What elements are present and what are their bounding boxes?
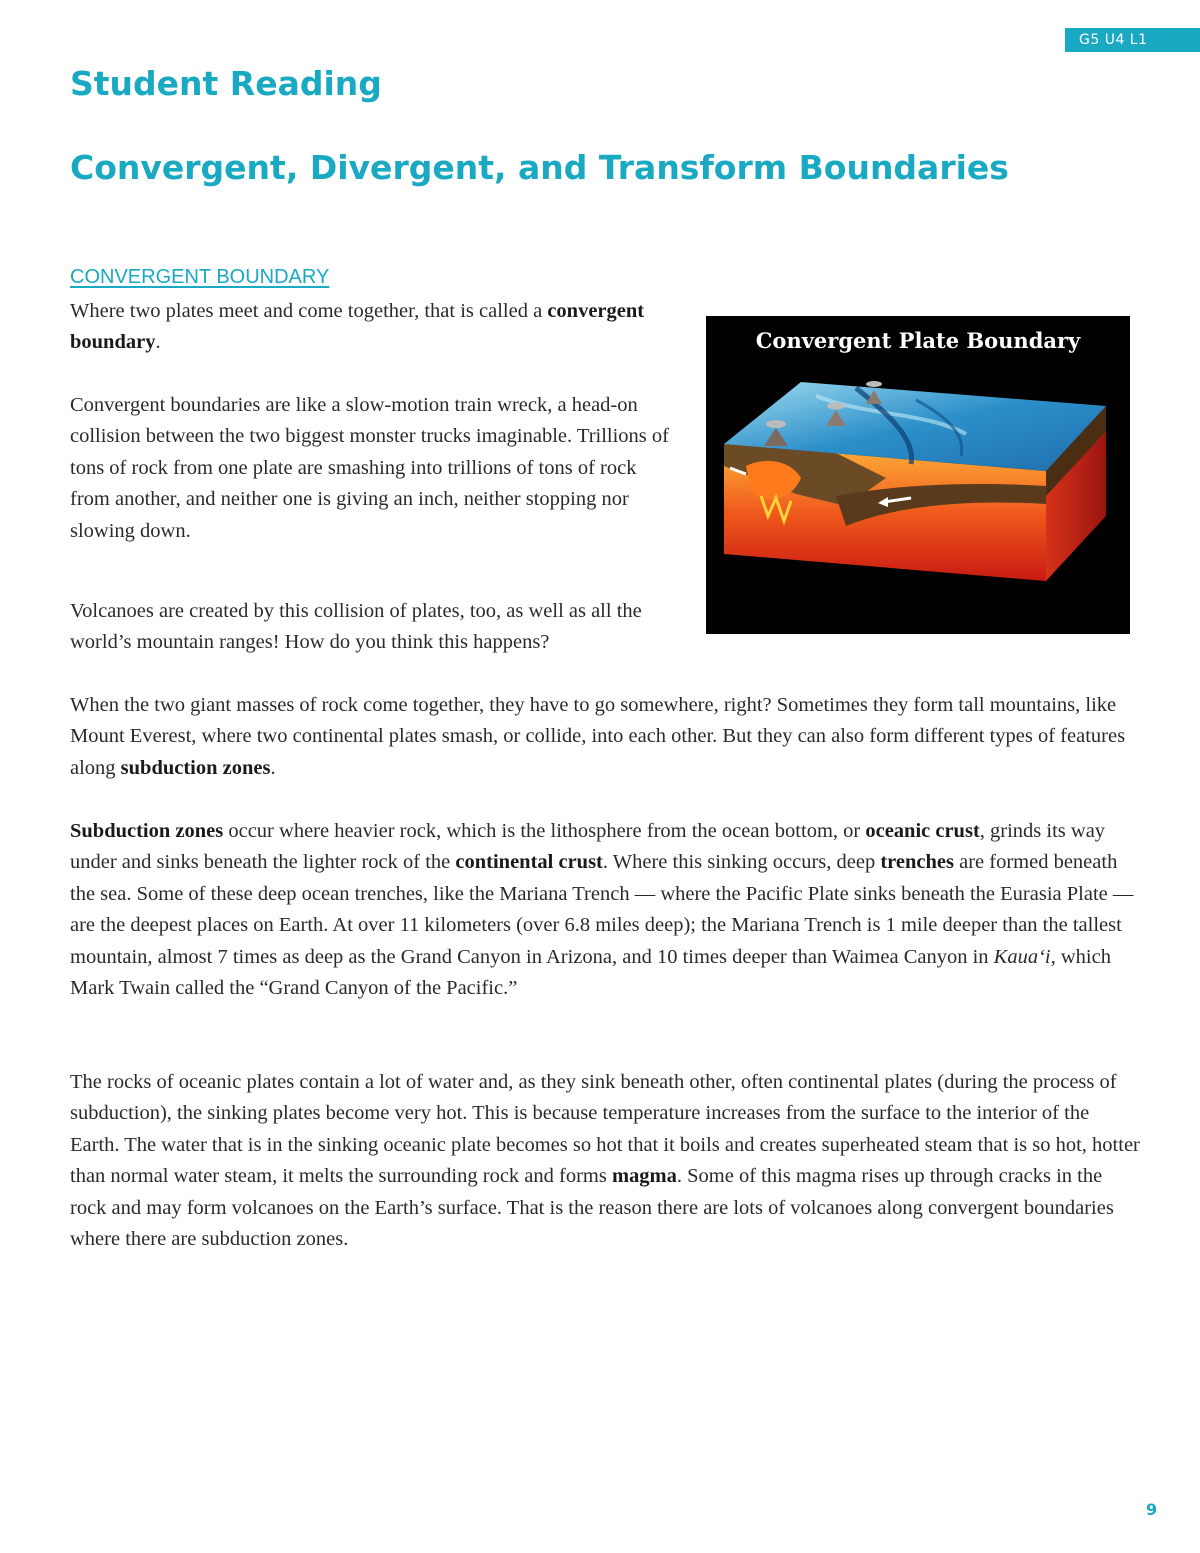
paragraph-definition: Where two plates meet and come together, that is called a convergent boundary. bbox=[70, 300, 645, 354]
unit-lesson-tag: G5 U4 L1 bbox=[1065, 28, 1200, 52]
ash-plume bbox=[766, 420, 786, 428]
page-title: Student Reading bbox=[70, 64, 382, 103]
paragraph-train-wreck: Convergent boundaries are like a slow-motion train wreck, a head-on collision between the two biggest monster trucks imaginable. Trillions of tons of rock from one plate are smashing into trillions of tons of rock from another, and neither one is giving an inch, neither stopping nor slowing down. bbox=[70, 394, 669, 542]
page-subtitle: Convergent, Divergent, and Transform Boundaries bbox=[70, 148, 1009, 187]
paragraph-volcanoes: Volcanoes are created by this collision of plates, too, as well as all the world’s mountain ranges! How do you think this happens? bbox=[70, 600, 642, 654]
paragraph-mountains: When the two giant masses of rock come together, they have to go somewhere, right? Sometimes they form tall mountains, like Mount Everest, where two continental plates smash, or collide, into each other. But they can also form different types of features along subduction zones. bbox=[70, 694, 1126, 779]
ash-plume bbox=[827, 403, 845, 410]
term-magma: magma bbox=[611, 1165, 677, 1188]
convergent-boundary-figure bbox=[706, 316, 1130, 634]
paragraph-subduction: Subduction zones occur where heavier rock, which is the lithosphere from the ocean bottom, or oceanic crust, grinds its way under and sinks beneath the lighter rock of the continental crust. Where this sinking occurs, deep trenches are formed beneath the sea. Some of these deep ocean trenches, like the Mariana Trench — where the Pacific Plate sinks beneath the Eurasia Plate — are the deepest places on Earth. At over 11 kilometers (over 6.8 miles deep); the Mariana Trench is 1 mile deeper than the tallest mountain, almost 7 times as deep as the Grand Canyon in Arizona, and 10 times deeper than Waimea Canyon in Kaua‘i, which Mark Twain called the “Grand Canyon of the Pacific.” bbox=[70, 820, 1134, 1000]
plate-boundary-illustration bbox=[706, 316, 1130, 634]
section-heading-convergent: CONVERGENT BOUNDARY bbox=[70, 266, 330, 288]
term-convergent-boundary: convergent boundary bbox=[70, 300, 645, 354]
term-subduction-zones: subduction zones bbox=[120, 756, 271, 779]
ash-plume bbox=[866, 381, 882, 387]
term-continental-crust: continental crust bbox=[455, 851, 603, 874]
term-kauai: Kaua‘i bbox=[993, 945, 1051, 968]
term-subduction-zones-lead: Subduction zones bbox=[70, 820, 224, 842]
figure-title: Convergent Plate Boundary bbox=[755, 328, 1081, 353]
page-number: 9 bbox=[1146, 1500, 1158, 1519]
term-oceanic-crust: oceanic crust bbox=[865, 820, 980, 842]
term-trenches: trenches bbox=[880, 851, 954, 874]
paragraph-magma: The rocks of oceanic plates contain a lot of water and, as they sink beneath other, often continental plates (during the process of subduction), the sinking plates become very hot. This is because temperature increases from the surface to the interior of the Earth. The water that is in the sinking oceanic plate becomes so hot that it boils and creates superheated steam that is so hot, hotter than normal water steam, it melts the surrounding rock and forms magma. Some of this magma rises up through cracks in the rock and may form volcanoes on the Earth’s surface. That is the reason there are lots of volcanoes along convergent boundaries where there are subduction zones. bbox=[70, 1071, 1140, 1251]
